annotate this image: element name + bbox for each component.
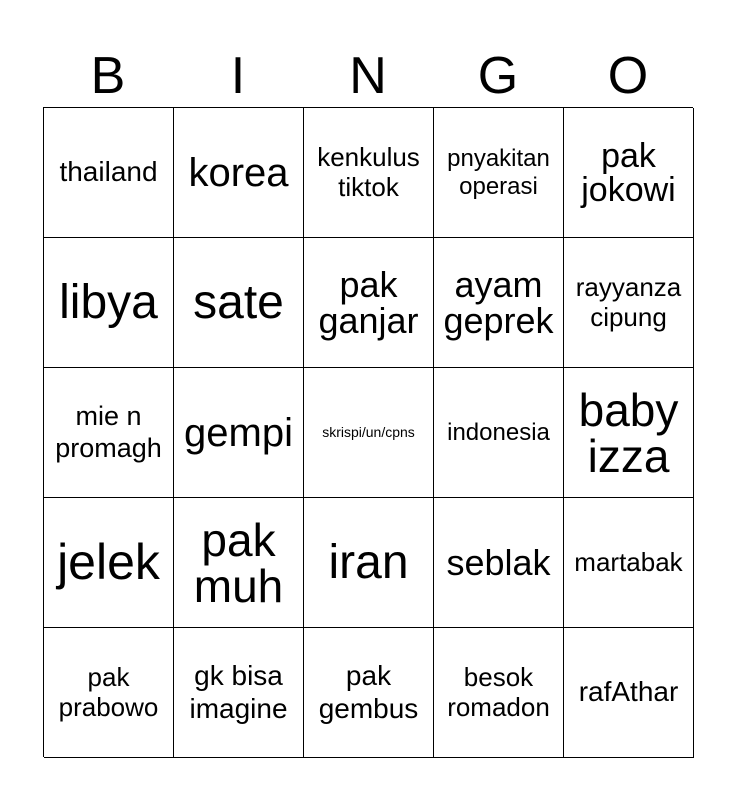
header-letter-i: I (230, 47, 246, 105)
cell-label: mie n promagh (55, 401, 162, 463)
bingo-cell[interactable] (44, 108, 174, 238)
bingo-cell[interactable] (174, 238, 304, 368)
cell-label: thailand (59, 156, 158, 188)
bingo-cell[interactable] (434, 108, 564, 238)
bingo-cell[interactable] (304, 368, 434, 498)
cell-label: besok romadon (447, 661, 550, 722)
cell-label: rafAthar (578, 676, 679, 708)
bingo-cell[interactable] (564, 238, 694, 368)
cell-label: gk bisa imagine (189, 660, 288, 724)
bingo-cell[interactable] (174, 368, 304, 498)
bingo-cell[interactable] (44, 238, 174, 368)
cell-label: pnyakitan operasi (447, 144, 550, 200)
cell-label: pak muh (193, 513, 284, 612)
bingo-cell[interactable] (304, 628, 434, 758)
bingo-cell[interactable] (44, 368, 174, 498)
bingo-cell[interactable] (564, 628, 694, 758)
bingo-cell[interactable] (304, 108, 434, 238)
cell-label: jelek (57, 533, 160, 590)
bingo-board (43, 107, 693, 757)
header-letter-b: B (90, 47, 126, 105)
bingo-cell[interactable] (434, 498, 564, 628)
bingo-cell[interactable] (44, 628, 174, 758)
cell-label: pak jokowi (581, 136, 676, 209)
bingo-cell[interactable] (44, 498, 174, 628)
bingo-cell[interactable] (434, 368, 564, 498)
cell-label: korea (188, 150, 289, 195)
bingo-cell[interactable] (564, 108, 694, 238)
cell-label: martabak (574, 546, 683, 577)
header-letter-n: N (349, 47, 387, 105)
cell-label: baby izza (578, 383, 679, 482)
bingo-cell[interactable] (434, 628, 564, 758)
header-letter-g: G (477, 47, 519, 105)
bingo-cell[interactable] (434, 238, 564, 368)
cell-label: sate (193, 275, 284, 329)
bingo-cell[interactable] (174, 498, 304, 628)
bingo-cell[interactable] (564, 368, 694, 498)
cell-label: pak ganjar (318, 263, 419, 341)
bingo-cell[interactable] (304, 238, 434, 368)
cell-label: kenkulus tiktok (317, 141, 420, 202)
bingo-header (43, 44, 693, 108)
cell-label: libya (59, 275, 158, 329)
cell-label: ayam geprek (443, 263, 554, 341)
cell-label: pak gembus (318, 660, 419, 724)
cell-label: seblak (446, 541, 551, 583)
bingo-cell[interactable] (304, 498, 434, 628)
cell-label: indonesia (447, 418, 550, 446)
header-letter-o: O (607, 47, 649, 105)
cell-label: skrispi/un/cpns (322, 424, 415, 441)
bingo-cell[interactable] (564, 498, 694, 628)
bingo-cell[interactable] (174, 628, 304, 758)
cell-label: gempi (184, 410, 293, 455)
cell-label: iran (328, 535, 409, 589)
bingo-cell[interactable] (174, 108, 304, 238)
cell-label: rayyanza cipung (575, 271, 682, 332)
cell-label: pak prabowo (58, 661, 159, 722)
